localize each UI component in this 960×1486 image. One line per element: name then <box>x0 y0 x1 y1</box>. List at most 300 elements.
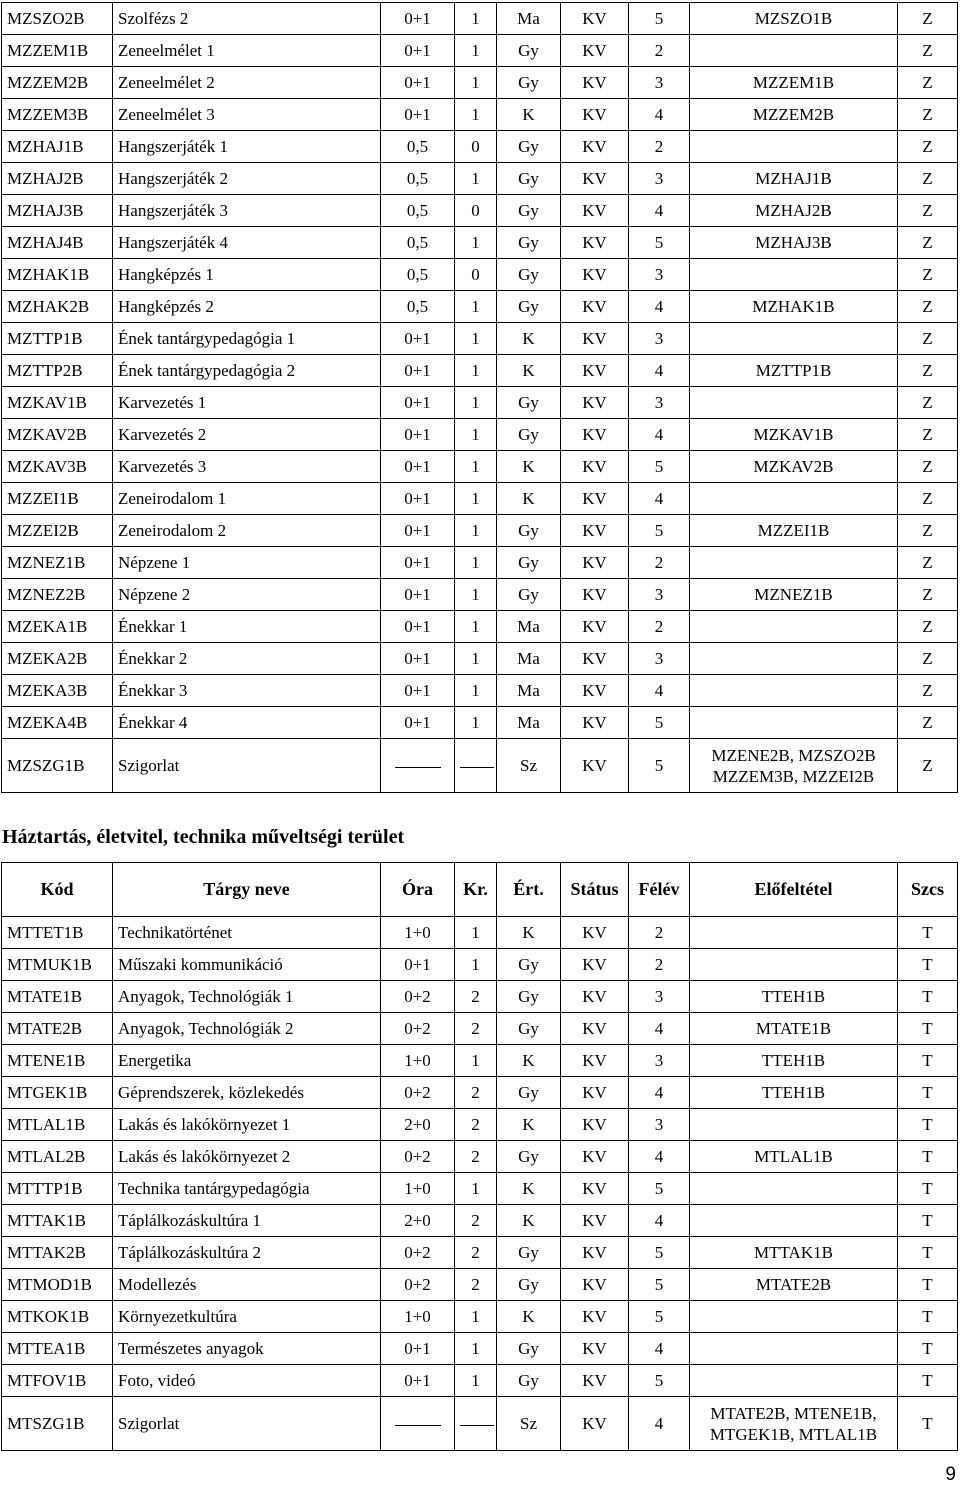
cell-status: KV <box>561 163 629 195</box>
table-row <box>2 1301 958 1333</box>
cell-szcs: Z <box>898 611 958 643</box>
cell-name: Modellezés <box>113 1269 381 1301</box>
cell-szcs: T <box>898 1013 958 1045</box>
cell-status: KV <box>561 99 629 131</box>
cell-name: Hangszerjáték 3 <box>113 195 381 227</box>
cell-kredit: 2 <box>455 1109 497 1141</box>
cell-code: MTSZG1B <box>2 1397 113 1451</box>
cell-status: KV <box>561 1333 629 1365</box>
cell-kredit: 1 <box>455 675 497 707</box>
cell-elofeltetel <box>690 707 898 739</box>
cell-name: Népzene 1 <box>113 547 381 579</box>
cell-elofeltetel: MZZEM1B <box>690 67 898 99</box>
cell-felev: 4 <box>629 1205 690 1237</box>
cell-status: KV <box>561 547 629 579</box>
cell-szcs: Z <box>898 451 958 483</box>
cell-status: KV <box>561 323 629 355</box>
cell-ora: 0+1 <box>381 707 455 739</box>
table-row <box>2 67 958 99</box>
table-row <box>2 419 958 451</box>
cell-ora: 0+1 <box>381 387 455 419</box>
cell-elofeltetel: MZHAJ1B <box>690 163 898 195</box>
cell-szcs: T <box>898 1173 958 1205</box>
cell-felev: 2 <box>629 949 690 981</box>
cell-felev: 4 <box>629 1397 690 1451</box>
cell-code: MZZEM1B <box>2 35 113 67</box>
table-row <box>2 131 958 163</box>
cell-elofeltetel <box>690 949 898 981</box>
cell-status: KV <box>561 67 629 99</box>
cell-kredit: 1 <box>455 483 497 515</box>
cell-felev: 5 <box>629 227 690 259</box>
table-row <box>2 981 958 1013</box>
cell-felev: 4 <box>629 99 690 131</box>
cell-szcs: Z <box>898 419 958 451</box>
cell-status: KV <box>561 917 629 949</box>
cell-status: KV <box>561 259 629 291</box>
cell-status: KV <box>561 355 629 387</box>
table-row-szigorlat <box>2 1397 958 1451</box>
cell-ertekeles: Sz <box>497 1397 561 1451</box>
cell-felev: 5 <box>629 3 690 35</box>
cell-ora: 0,5 <box>381 131 455 163</box>
cell-code: MZSZO2B <box>2 3 113 35</box>
table-row <box>2 949 958 981</box>
cell-code: MZHAK2B <box>2 291 113 323</box>
cell-name: Ének tantárgypedagógia 2 <box>113 355 381 387</box>
cell-szcs: Z <box>898 3 958 35</box>
dash-mark <box>395 767 441 768</box>
music-subjects-table <box>1 2 958 793</box>
table-row <box>2 1269 958 1301</box>
cell-kredit: 0 <box>455 131 497 163</box>
cell-kredit: 0 <box>455 195 497 227</box>
cell-ora: 2+0 <box>381 1205 455 1237</box>
cell-felev: 4 <box>629 1013 690 1045</box>
cell-ertekeles: Gy <box>497 227 561 259</box>
header-kod: Kód <box>2 863 113 917</box>
cell-szcs: Z <box>898 675 958 707</box>
cell-name: Technika tantárgypedagógia <box>113 1173 381 1205</box>
cell-szcs: Z <box>898 355 958 387</box>
cell-kredit: 0 <box>455 259 497 291</box>
cell-code: MTGEK1B <box>2 1077 113 1109</box>
cell-felev: 3 <box>629 1109 690 1141</box>
cell-felev: 4 <box>629 419 690 451</box>
cell-felev: 5 <box>629 707 690 739</box>
table-row <box>2 1077 958 1109</box>
cell-ora: 0+1 <box>381 419 455 451</box>
cell-elofeltetel <box>690 1333 898 1365</box>
cell-kredit: 1 <box>455 611 497 643</box>
cell-status: KV <box>561 1205 629 1237</box>
table-row <box>2 707 958 739</box>
cell-name: Foto, videó <box>113 1365 381 1397</box>
cell-ertekeles: Gy <box>497 547 561 579</box>
cell-felev: 5 <box>629 515 690 547</box>
cell-elofeltetel: MZHAK1B <box>690 291 898 323</box>
table-row <box>2 1109 958 1141</box>
cell-status: KV <box>561 291 629 323</box>
cell-code: MTTTP1B <box>2 1173 113 1205</box>
cell-kredit: 1 <box>455 227 497 259</box>
cell-felev: 4 <box>629 195 690 227</box>
table-row <box>2 387 958 419</box>
cell-ora: 0+1 <box>381 323 455 355</box>
cell-code: MZEKA4B <box>2 707 113 739</box>
cell-ertekeles: K <box>497 99 561 131</box>
cell-elofeltetel <box>690 739 898 793</box>
cell-kredit: 1 <box>455 579 497 611</box>
cell-kredit: 2 <box>455 1077 497 1109</box>
cell-name: Népzene 2 <box>113 579 381 611</box>
cell-status: KV <box>561 1141 629 1173</box>
cell-code: MZTTP2B <box>2 355 113 387</box>
cell-felev: 3 <box>629 323 690 355</box>
cell-elofeltetel <box>690 35 898 67</box>
cell-szcs: T <box>898 1045 958 1077</box>
table-row <box>2 3 958 35</box>
cell-code: MZEKA1B <box>2 611 113 643</box>
cell-elofeltetel: MTATE2B <box>690 1269 898 1301</box>
cell-kredit: 1 <box>455 1333 497 1365</box>
cell-felev: 2 <box>629 35 690 67</box>
cell-szcs: Z <box>898 131 958 163</box>
cell-ertekeles: K <box>497 323 561 355</box>
table-row <box>2 483 958 515</box>
cell-ora: 0+2 <box>381 1077 455 1109</box>
cell-felev: 4 <box>629 1141 690 1173</box>
cell-ertekeles: Gy <box>497 1269 561 1301</box>
cell-elofeltetel <box>690 643 898 675</box>
cell-status: KV <box>561 131 629 163</box>
cell-felev: 3 <box>629 163 690 195</box>
cell-ora: 0+1 <box>381 611 455 643</box>
cell-status: KV <box>561 227 629 259</box>
cell-ertekeles: K <box>497 1301 561 1333</box>
cell-elofeltetel: MZKAV1B <box>690 419 898 451</box>
header-elofeltetel: Előfeltétel <box>690 863 898 917</box>
cell-name: Hangképzés 2 <box>113 291 381 323</box>
cell-name: Karvezetés 2 <box>113 419 381 451</box>
cell-status: KV <box>561 1045 629 1077</box>
cell-elofeltetel <box>690 1109 898 1141</box>
cell-elofeltetel: TTEH1B <box>690 981 898 1013</box>
cell-code: MZHAJ4B <box>2 227 113 259</box>
cell-name: Hangszerjáték 4 <box>113 227 381 259</box>
cell-elofeltetel <box>690 1397 898 1451</box>
cell-felev: 5 <box>629 1269 690 1301</box>
cell-code: MZNEZ2B <box>2 579 113 611</box>
cell-code: MTATE1B <box>2 981 113 1013</box>
cell-szcs: T <box>898 1109 958 1141</box>
cell-felev: 5 <box>629 451 690 483</box>
cell-kredit: 1 <box>455 949 497 981</box>
table-row <box>2 35 958 67</box>
cell-szcs: Z <box>898 643 958 675</box>
cell-code: MTATE2B <box>2 1013 113 1045</box>
cell-szcs: T <box>898 1365 958 1397</box>
prereq-line: MZZEM3B, MZZEI2B <box>712 766 875 786</box>
cell-felev: 3 <box>629 579 690 611</box>
cell-elofeltetel <box>690 323 898 355</box>
cell-kredit: 1 <box>455 707 497 739</box>
cell-code: MZZEM3B <box>2 99 113 131</box>
cell-szcs: T <box>898 1269 958 1301</box>
cell-szcs: T <box>898 917 958 949</box>
cell-felev: 2 <box>629 611 690 643</box>
cell-elofeltetel <box>690 131 898 163</box>
cell-kredit: 1 <box>455 387 497 419</box>
table-row <box>2 675 958 707</box>
cell-kredit: 1 <box>455 451 497 483</box>
cell-ertekeles: Gy <box>497 1141 561 1173</box>
cell-code: MZTTP1B <box>2 323 113 355</box>
cell-name: Anyagok, Technológiák 1 <box>113 981 381 1013</box>
cell-felev: 5 <box>629 1237 690 1269</box>
cell-felev: 5 <box>629 1173 690 1205</box>
cell-ertekeles: Gy <box>497 1077 561 1109</box>
cell-code: MZZEI2B <box>2 515 113 547</box>
cell-ertekeles: Gy <box>497 515 561 547</box>
cell-felev: 4 <box>629 1333 690 1365</box>
cell-felev: 4 <box>629 291 690 323</box>
prereq-line: MTGEK1B, MTLAL1B <box>709 1424 878 1444</box>
cell-status: KV <box>561 1077 629 1109</box>
table-row <box>2 259 958 291</box>
cell-kredit: 1 <box>455 3 497 35</box>
cell-kredit: 2 <box>455 1237 497 1269</box>
cell-kredit: 1 <box>455 67 497 99</box>
cell-status: KV <box>561 579 629 611</box>
header-ert: Ért. <box>497 863 561 917</box>
cell-felev: 3 <box>629 387 690 419</box>
cell-status: KV <box>561 451 629 483</box>
cell-status: KV <box>561 1013 629 1045</box>
cell-ora: 0+2 <box>381 1013 455 1045</box>
cell-elofeltetel: TTEH1B <box>690 1077 898 1109</box>
table-row <box>2 547 958 579</box>
cell-ertekeles: K <box>497 483 561 515</box>
cell-kredit: 1 <box>455 163 497 195</box>
cell-status: KV <box>561 707 629 739</box>
cell-ertekeles: Gy <box>497 195 561 227</box>
cell-code: MZSZG1B <box>2 739 113 793</box>
cell-szcs: Z <box>898 67 958 99</box>
cell-szcs: Z <box>898 707 958 739</box>
cell-name: Énekkar 3 <box>113 675 381 707</box>
cell-szcs: T <box>898 1141 958 1173</box>
cell-name: Énekkar 1 <box>113 611 381 643</box>
cell-ertekeles: Ma <box>497 611 561 643</box>
cell-ora: 0+1 <box>381 451 455 483</box>
cell-ertekeles: K <box>497 1173 561 1205</box>
table-row <box>2 1333 958 1365</box>
cell-elofeltetel: MZZEI1B <box>690 515 898 547</box>
cell-name: Karvezetés 3 <box>113 451 381 483</box>
cell-ertekeles: Gy <box>497 131 561 163</box>
cell-felev: 4 <box>629 483 690 515</box>
cell-ora: 0+2 <box>381 981 455 1013</box>
table-row <box>2 291 958 323</box>
cell-ertekeles: Gy <box>497 291 561 323</box>
cell-szcs: T <box>898 1205 958 1237</box>
cell-ora: 0+1 <box>381 1365 455 1397</box>
cell-code: MTTAK1B <box>2 1205 113 1237</box>
cell-elofeltetel: MZTTP1B <box>690 355 898 387</box>
prereq-line: MTATE2B, MTENE1B, <box>710 1403 877 1423</box>
cell-kredit: 1 <box>455 1365 497 1397</box>
page-number: 9 <box>945 1464 956 1485</box>
table-row <box>2 611 958 643</box>
dash-mark <box>460 767 494 768</box>
cell-szcs: T <box>898 1333 958 1365</box>
table-row <box>2 323 958 355</box>
cell-kredit-dash <box>455 1397 497 1451</box>
cell-elofeltetel <box>690 547 898 579</box>
cell-elofeltetel <box>690 483 898 515</box>
cell-kredit: 2 <box>455 1205 497 1237</box>
cell-felev: 3 <box>629 1045 690 1077</box>
cell-name: Szolfézs 2 <box>113 3 381 35</box>
cell-name: Táplálkozáskultúra 2 <box>113 1237 381 1269</box>
cell-ora: 0+2 <box>381 1237 455 1269</box>
cell-szcs: Z <box>898 227 958 259</box>
cell-szcs: Z <box>898 259 958 291</box>
cell-szcs: T <box>898 949 958 981</box>
cell-name: Ének tantárgypedagógia 1 <box>113 323 381 355</box>
table-header-row <box>2 863 958 917</box>
cell-szcs: Z <box>898 99 958 131</box>
cell-ertekeles: Gy <box>497 35 561 67</box>
cell-status: KV <box>561 195 629 227</box>
cell-ora: 0+2 <box>381 1141 455 1173</box>
cell-kredit: 1 <box>455 1301 497 1333</box>
cell-status: KV <box>561 3 629 35</box>
cell-status: KV <box>561 1365 629 1397</box>
cell-code: MTTET1B <box>2 917 113 949</box>
cell-elofeltetel <box>690 1301 898 1333</box>
cell-szcs: Z <box>898 483 958 515</box>
cell-felev: 4 <box>629 355 690 387</box>
cell-ertekeles: Ma <box>497 3 561 35</box>
cell-name: Lakás és lakókörnyezet 2 <box>113 1141 381 1173</box>
cell-name: Műszaki kommunikáció <box>113 949 381 981</box>
cell-szcs: T <box>898 1397 958 1451</box>
cell-ora: 0,5 <box>381 227 455 259</box>
cell-status: KV <box>561 981 629 1013</box>
cell-kredit: 2 <box>455 1141 497 1173</box>
cell-ora: 0+1 <box>381 515 455 547</box>
cell-ora: 0+1 <box>381 949 455 981</box>
table-row <box>2 643 958 675</box>
section-title: Háztartás, életvitel, technika műveltségi terület <box>2 826 405 848</box>
cell-status: KV <box>561 675 629 707</box>
cell-name: Zeneelmélet 2 <box>113 67 381 99</box>
cell-felev: 3 <box>629 67 690 99</box>
cell-felev: 3 <box>629 259 690 291</box>
table-row <box>2 451 958 483</box>
cell-code: MZZEM2B <box>2 67 113 99</box>
cell-code: MZHAK1B <box>2 259 113 291</box>
cell-ertekeles: Ma <box>497 707 561 739</box>
cell-ertekeles: Gy <box>497 67 561 99</box>
cell-szcs: Z <box>898 35 958 67</box>
cell-szcs: T <box>898 1077 958 1109</box>
table-row <box>2 1045 958 1077</box>
cell-ora: 0+1 <box>381 1333 455 1365</box>
cell-kredit: 1 <box>455 355 497 387</box>
cell-code: MTENE1B <box>2 1045 113 1077</box>
cell-elofeltetel <box>690 917 898 949</box>
cell-ora: 0+1 <box>381 355 455 387</box>
cell-status: KV <box>561 611 629 643</box>
cell-ertekeles: Gy <box>497 259 561 291</box>
cell-elofeltetel: MZHAJ3B <box>690 227 898 259</box>
cell-ora: 0+1 <box>381 675 455 707</box>
cell-code: MZNEZ1B <box>2 547 113 579</box>
cell-ora-dash <box>381 739 455 793</box>
cell-status: KV <box>561 1269 629 1301</box>
cell-elofeltetel <box>690 1365 898 1397</box>
cell-ora: 0+1 <box>381 35 455 67</box>
cell-elofeltetel <box>690 675 898 707</box>
cell-ora: 0+1 <box>381 3 455 35</box>
cell-ertekeles: Ma <box>497 643 561 675</box>
cell-elofeltetel: MTLAL1B <box>690 1141 898 1173</box>
cell-felev: 4 <box>629 1077 690 1109</box>
cell-name: Környezetkultúra <box>113 1301 381 1333</box>
cell-code: MZHAJ3B <box>2 195 113 227</box>
cell-ertekeles: Ma <box>497 675 561 707</box>
cell-code: MZZEI1B <box>2 483 113 515</box>
cell-szcs: Z <box>898 323 958 355</box>
cell-ertekeles: K <box>497 451 561 483</box>
cell-ertekeles: Gy <box>497 1237 561 1269</box>
cell-ertekeles: Gy <box>497 419 561 451</box>
cell-kredit: 1 <box>455 35 497 67</box>
cell-name: Énekkar 2 <box>113 643 381 675</box>
cell-kredit: 1 <box>455 1173 497 1205</box>
cell-szcs: Z <box>898 515 958 547</box>
prereq-line: MZENE2B, MZSZO2B <box>711 745 876 765</box>
header-szcs: Szcs <box>898 863 958 917</box>
cell-status: KV <box>561 1173 629 1205</box>
cell-status: KV <box>561 419 629 451</box>
cell-code: MTKOK1B <box>2 1301 113 1333</box>
cell-code: MTTEA1B <box>2 1333 113 1365</box>
header-kr: Kr. <box>455 863 497 917</box>
table-row <box>2 1237 958 1269</box>
dash-mark <box>460 1425 494 1426</box>
cell-elofeltetel: MTTAK1B <box>690 1237 898 1269</box>
cell-name: Zeneelmélet 3 <box>113 99 381 131</box>
cell-ora: 0+2 <box>381 1269 455 1301</box>
cell-code: MZKAV3B <box>2 451 113 483</box>
table-row <box>2 917 958 949</box>
cell-szcs: Z <box>898 579 958 611</box>
cell-code: MTMUK1B <box>2 949 113 981</box>
cell-name: Szigorlat <box>113 1397 381 1451</box>
cell-name: Zeneirodalom 1 <box>113 483 381 515</box>
cell-ora: 0+1 <box>381 99 455 131</box>
dash-mark <box>395 1425 441 1426</box>
table-row <box>2 99 958 131</box>
cell-elofeltetel: TTEH1B <box>690 1045 898 1077</box>
cell-felev: 3 <box>629 981 690 1013</box>
cell-ora-dash <box>381 1397 455 1451</box>
cell-status: KV <box>561 1109 629 1141</box>
